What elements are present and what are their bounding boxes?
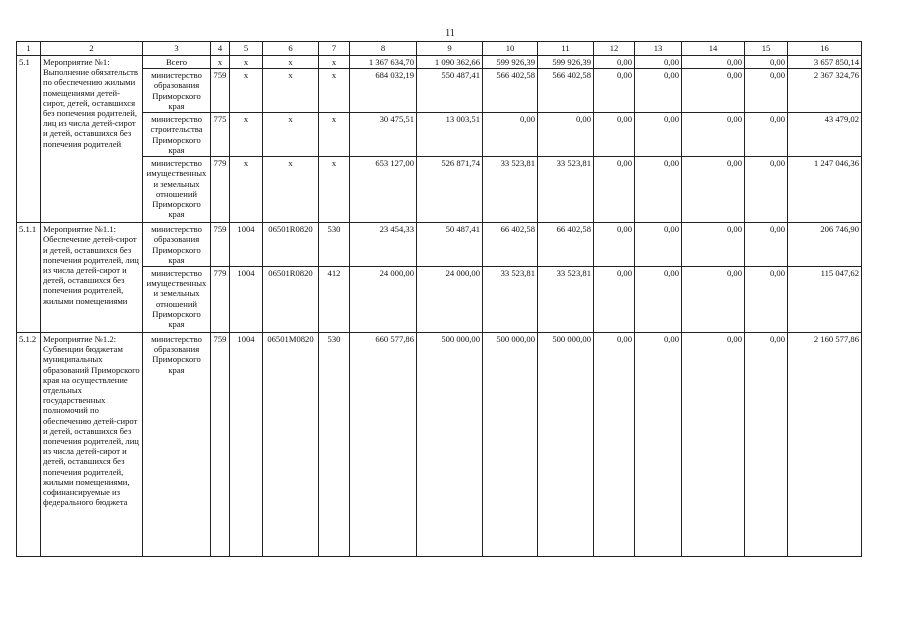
header-cell: 5 [230,42,263,56]
cell: x [263,113,319,157]
cell: 0,00 [635,157,682,223]
cell: x [230,157,263,223]
cell: 1004 [230,333,263,557]
cell: x [211,56,230,69]
cell: 653 127,00 [350,157,417,223]
executor: министерство имущественных и земельных отношений Приморского края [143,157,211,223]
item-title: Мероприятие №1.2: Субвенции бюджетам муниципальных образований Приморского края на осуществление отдельных государственных полномочий по обеспечению детей-сирот и детей, оставшихся без попечения родителей, лиц из числа детей-сирот и детей, оставшихся без попечения родителей, жилыми помещениями, софинансируемые из федерального бюджета [41,333,143,557]
cell: 0,00 [594,223,635,267]
cell: 566 402,58 [483,69,538,113]
cell: 550 487,41 [417,69,483,113]
cell: x [230,113,263,157]
cell: 0,00 [682,267,745,333]
cell: x [319,69,350,113]
executor: Всего [143,56,211,69]
cell: 0,00 [745,333,788,557]
executor: министерство строительства Приморского края [143,113,211,157]
table-row [17,223,862,267]
cell: 0,00 [745,56,788,69]
item-number: 5.1 [17,56,41,223]
cell: 0,00 [745,157,788,223]
cell: 1004 [230,223,263,267]
cell: 2 160 577,86 [788,333,862,557]
cell: 0,00 [635,267,682,333]
cell: 660 577,86 [350,333,417,557]
cell: x [263,157,319,223]
header-cell: 14 [682,42,745,56]
header-cell: 13 [635,42,682,56]
cell: 1 367 634,70 [350,56,417,69]
cell: 0,00 [538,113,594,157]
cell: 0,00 [594,333,635,557]
cell: 0,00 [635,333,682,557]
item-title: Мероприятие №1.1: Обеспечение детей-сирот и детей, оставшихся без попечения родителей, лиц из числа детей-сирот и детей, оставшихся без попечения родителей, жилыми помещениями [41,223,143,333]
cell: 06501R0820 [263,267,319,333]
cell: 1004 [230,267,263,333]
executor: министерство имущественных и земельных отношений Приморского края [143,267,211,333]
cell: 33 523,81 [538,267,594,333]
cell: 759 [211,223,230,267]
cell: x [263,56,319,69]
cell: 30 475,51 [350,113,417,157]
cell: x [230,56,263,69]
cell: 530 [319,333,350,557]
cell: 66 402,58 [483,223,538,267]
header-cell: 8 [350,42,417,56]
cell: 500 000,00 [483,333,538,557]
cell: 0,00 [682,333,745,557]
header-cell: 1 [17,42,41,56]
cell: 13 003,51 [417,113,483,157]
cell: x [263,69,319,113]
cell: 0,00 [635,56,682,69]
cell: 526 871,74 [417,157,483,223]
cell: 500 000,00 [417,333,483,557]
cell: x [319,56,350,69]
cell: 599 926,39 [483,56,538,69]
item-number: 5.1.1 [17,223,41,333]
cell: 24 000,00 [350,267,417,333]
table-row [17,333,862,557]
item-number: 5.1.2 [17,333,41,557]
cell: 06501R0820 [263,223,319,267]
header-cell: 15 [745,42,788,56]
table-row [17,69,862,113]
header-cell: 16 [788,42,862,56]
cell: 0,00 [635,69,682,113]
cell: x [319,157,350,223]
cell: 0,00 [745,223,788,267]
cell: 33 523,81 [483,157,538,223]
cell: 0,00 [635,113,682,157]
cell: 33 523,81 [538,157,594,223]
header-cell: 2 [41,42,143,56]
cell: 24 000,00 [417,267,483,333]
executor: министерство образования Приморского края [143,69,211,113]
cell: 0,00 [594,113,635,157]
header-cell: 7 [319,42,350,56]
page-number: 11 [445,28,455,39]
cell: 23 454,33 [350,223,417,267]
cell: x [230,69,263,113]
cell: 0,00 [682,69,745,113]
cell: 0,00 [745,267,788,333]
cell: 66 402,58 [538,223,594,267]
cell: 0,00 [682,56,745,69]
cell: 1 090 362,66 [417,56,483,69]
cell: 779 [211,157,230,223]
table-row [17,267,862,333]
cell: 412 [319,267,350,333]
cell: 1 247 046,36 [788,157,862,223]
item-title: Мероприятие №1: Выполнение обязательств по обеспечению жилыми помещениями детей-сирот, детей, оставшихся без попечения родителей, лиц из числа детей-сирот и детей, оставшихся без попечения родителей [41,56,143,223]
budget-table [16,41,862,557]
cell: 3 657 850,14 [788,56,862,69]
cell: 775 [211,113,230,157]
cell: 0,00 [594,69,635,113]
header-cell: 4 [211,42,230,56]
cell: 0,00 [594,56,635,69]
cell: 684 032,19 [350,69,417,113]
cell: 206 746,90 [788,223,862,267]
cell: x [319,113,350,157]
table-row [17,157,862,223]
cell: 599 926,39 [538,56,594,69]
cell: 115 047,62 [788,267,862,333]
cell: 0,00 [635,223,682,267]
cell: 0,00 [594,157,635,223]
cell: 530 [319,223,350,267]
table-row [17,113,862,157]
cell: 566 402,58 [538,69,594,113]
header-cell: 6 [263,42,319,56]
executor: министерство образования Приморского края [143,333,211,557]
cell: 759 [211,333,230,557]
cell: 0,00 [682,113,745,157]
table-row [17,56,862,69]
cell: 50 487,41 [417,223,483,267]
cell: 779 [211,267,230,333]
cell: 0,00 [483,113,538,157]
cell: 0,00 [594,267,635,333]
header-cell: 3 [143,42,211,56]
header-cell: 11 [538,42,594,56]
cell: 0,00 [682,223,745,267]
cell: 500 000,00 [538,333,594,557]
cell: 0,00 [745,69,788,113]
cell: 0,00 [682,157,745,223]
header-row [17,42,862,56]
cell: 0,00 [745,113,788,157]
cell: 759 [211,69,230,113]
header-cell: 10 [483,42,538,56]
cell: 2 367 324,76 [788,69,862,113]
cell: 06501M0820 [263,333,319,557]
cell: 33 523,81 [483,267,538,333]
cell: 43 479,02 [788,113,862,157]
header-cell: 9 [417,42,483,56]
executor: министерство образования Приморского края [143,223,211,267]
header-cell: 12 [594,42,635,56]
